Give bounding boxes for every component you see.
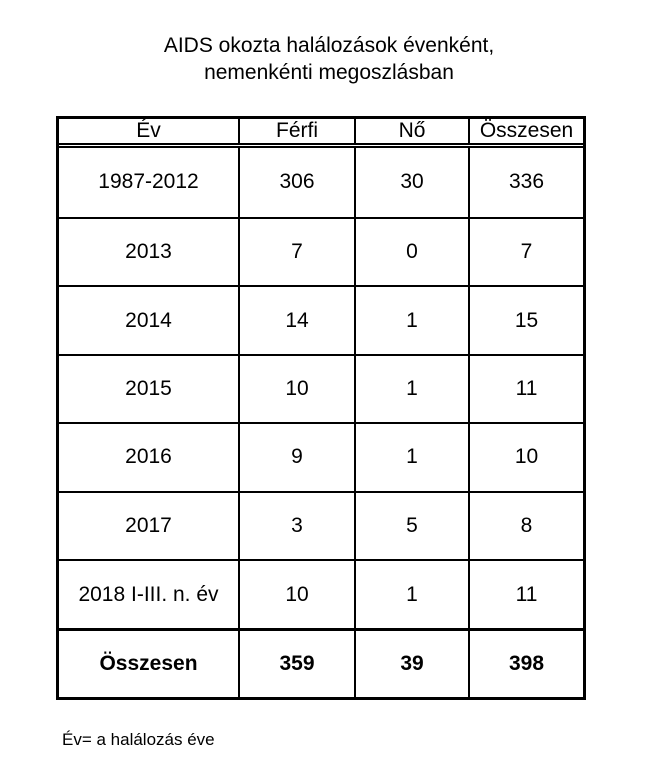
cell-female: 5: [355, 492, 469, 560]
cell-female: 1: [355, 560, 469, 630]
header-female: Nő: [355, 119, 469, 146]
cell-total: 11: [469, 560, 583, 630]
total-label: Összesen: [59, 630, 239, 697]
cell-total: 336: [469, 146, 583, 218]
header-total: Összesen: [469, 119, 583, 146]
cell-total: 7: [469, 218, 583, 286]
table-total-row: [59, 630, 583, 697]
cell-male: 306: [239, 146, 355, 218]
cell-year: 2016: [59, 423, 239, 491]
cell-male: 3: [239, 492, 355, 560]
cell-total: 11: [469, 355, 583, 423]
total-male: 359: [239, 630, 355, 697]
cell-year: 2018 I-III. n. év: [59, 560, 239, 630]
cell-year: 2015: [59, 355, 239, 423]
cell-male: 9: [239, 423, 355, 491]
table-row: [59, 146, 583, 218]
total-female: 39: [355, 630, 469, 697]
footnote: Év= a halálozás éve: [62, 730, 215, 749]
cell-year: 2014: [59, 286, 239, 354]
cell-year: 2013: [59, 218, 239, 286]
title-line-1: AIDS okozta halálozások évenként,: [163, 34, 495, 57]
table-row: [59, 423, 583, 491]
title-line-2: nemenkénti megoszlásban: [204, 61, 454, 84]
cell-year: 1987-2012: [59, 146, 239, 218]
header-year: Év: [59, 119, 239, 146]
table-header-row: [59, 119, 583, 146]
cell-female: 1: [355, 286, 469, 354]
table-row: [59, 218, 583, 286]
page-title: [0, 32, 658, 86]
cell-male: 7: [239, 218, 355, 286]
cell-year: 2017: [59, 492, 239, 560]
cell-total: 8: [469, 492, 583, 560]
cell-female: 0: [355, 218, 469, 286]
cell-total: 10: [469, 423, 583, 491]
cell-female: 1: [355, 355, 469, 423]
cell-male: 10: [239, 560, 355, 630]
table-row: [59, 286, 583, 354]
cell-male: 10: [239, 355, 355, 423]
cell-female: 1: [355, 423, 469, 491]
cell-female: 30: [355, 146, 469, 218]
deaths-table: [56, 116, 586, 700]
table-row: [59, 492, 583, 560]
table-row: [59, 560, 583, 630]
total-all: 398: [508, 652, 545, 676]
table-row: [59, 355, 583, 423]
cell-total: 15: [469, 286, 583, 354]
header-male: Férfi: [239, 119, 355, 146]
cell-male: 14: [239, 286, 355, 354]
